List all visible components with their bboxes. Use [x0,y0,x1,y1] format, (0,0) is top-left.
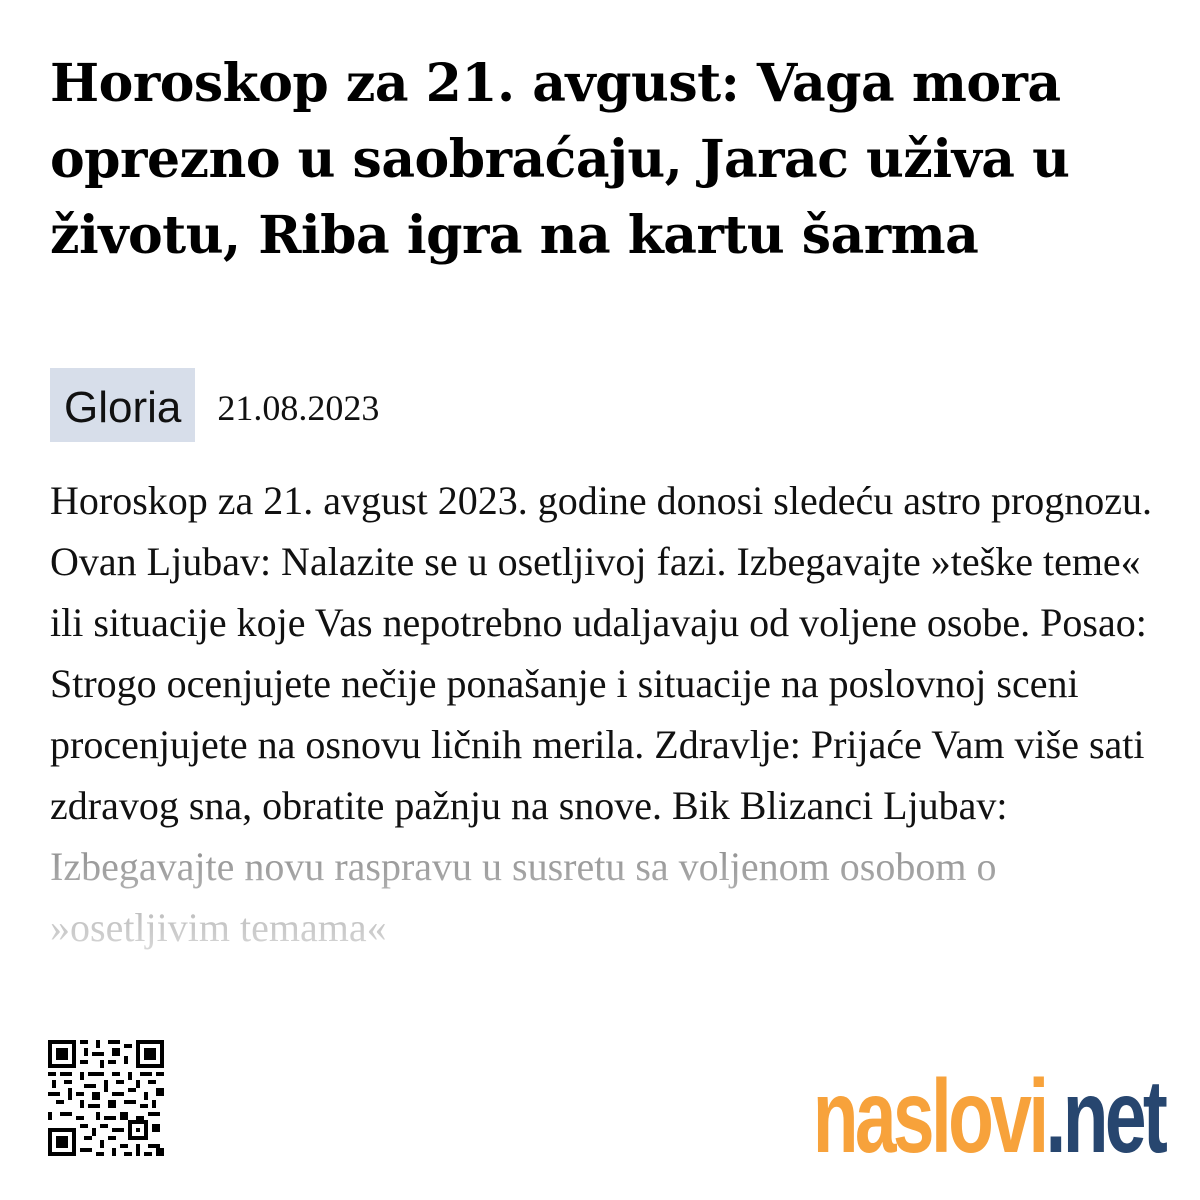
logo-part-naslovi: naslovi [812,1059,1046,1175]
source-badge[interactable]: Gloria [50,368,195,442]
publish-date: 21.08.2023 [217,388,380,428]
article-meta [50,368,379,442]
logo-part-net: .net [1045,1059,1164,1175]
article-title: Horoskop za 21. avgust: Vaga mora oprezno u saobraćaju, Jarac uživa u životu, Riba igra na kartu šarma [50,53,1070,266]
text-fade-overlay [50,836,1170,1018]
qr-code-icon [48,1040,164,1156]
article-body-container [50,470,1170,1018]
naslovi-net-logo[interactable] [812,1059,1164,1175]
article-body: Horoskop za 21. avgust 2023. godine donosi sledeću astro prognozu. Ovan Ljubav: Nalazite se u osetljivoj fazi. Izbegavajte »teške teme« ili situacije koje Vas nepotrebno udaljavaju od voljene osobe. Posao: Strogo ocenjujete nečije ponašanje i situacije na poslovnoj sceni procenjujete na osnovu ličnih merila. Zdravlje: Prijaće Vam više sati zdravog sna, obratite pažnju na snove. Bik Blizanci Ljubav: [50,478,1153,828]
